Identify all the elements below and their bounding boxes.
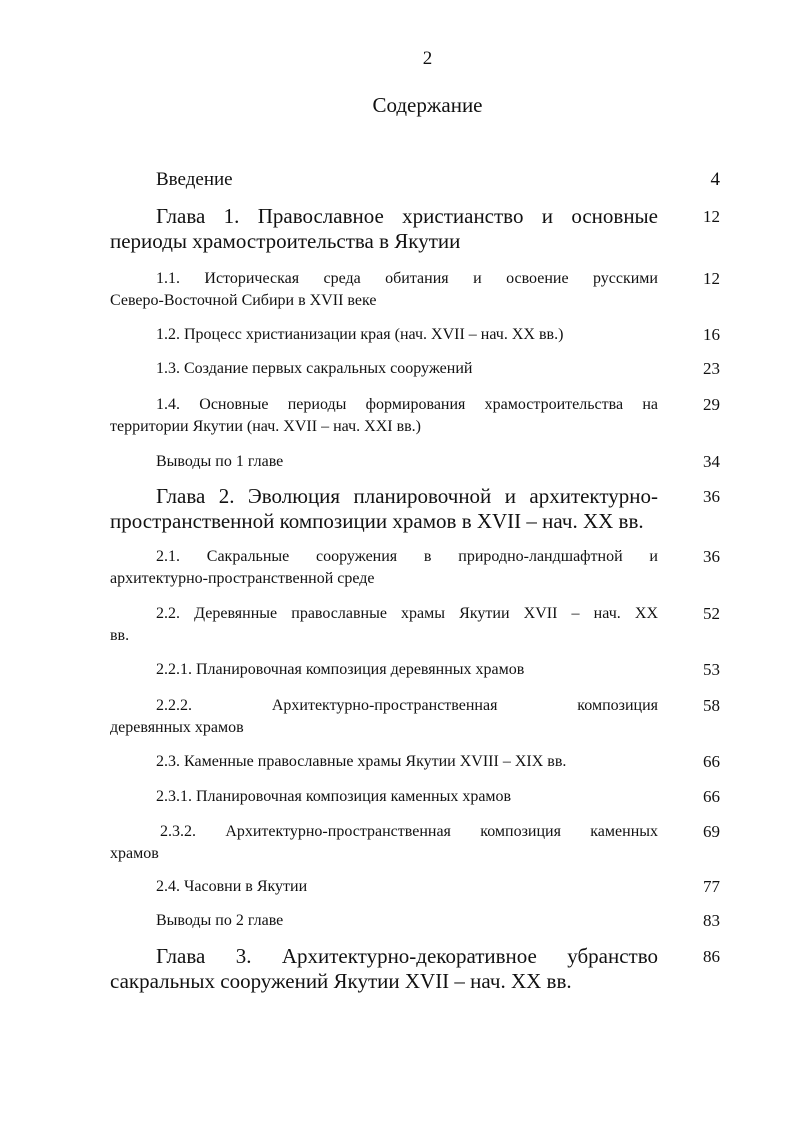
toc-entry-line-1: Глава 1. Православное христианство и основные <box>156 204 658 228</box>
toc-entry-line-2: Северо-Восточной Сибири в XVII веке <box>110 292 377 309</box>
toc-entry-line-2: деревянных храмов <box>110 719 244 736</box>
toc-entry-section-2-4[interactable] <box>110 876 720 898</box>
toc-entry-line-2: пространственной композиции храмов в XVII – нач. XX вв. <box>110 509 644 533</box>
toc-entry-text <box>110 546 658 590</box>
toc-entry-section-2-2-2[interactable] <box>110 695 720 739</box>
toc-entry-page: 86 <box>703 947 720 966</box>
toc-entry-text <box>110 204 658 254</box>
toc-entry-text: 1.3. Создание первых сакральных сооружений <box>156 360 473 377</box>
toc-entry-text: 2.3.1. Планировочная композиция каменных храмов <box>156 788 512 805</box>
toc-entry-page: 16 <box>703 325 720 344</box>
toc-entry-line-1: 2.3.2. Архитектурно-пространственная композиция каменных <box>160 823 658 840</box>
toc-entry-line-1: Глава 3. Архитектурно-декоративное убранство <box>156 944 658 968</box>
toc-entry-conclusions-1[interactable] <box>110 451 720 473</box>
toc-entry-line-1: Глава 2. Эволюция планировочной и архитектурно- <box>156 484 658 508</box>
toc-entry-page: 29 <box>703 395 720 414</box>
toc-entry-page: 52 <box>703 604 720 623</box>
toc-entry-introduction[interactable] <box>110 168 720 192</box>
toc-entry-page: 77 <box>703 877 720 896</box>
toc-entry-text: 2.4. Часовни в Якутии <box>156 878 308 895</box>
toc-entry-text: 1.2. Процесс христианизации края (нач. XVII – нач. XX вв.) <box>156 326 564 343</box>
toc-entry-section-2-2-1[interactable] <box>110 659 720 681</box>
toc-entry-page: 58 <box>703 696 720 715</box>
toc-entry-line-1: 1.4. Основные периоды формирования храмостроительства на <box>156 396 658 413</box>
toc-entry-section-1-4[interactable] <box>110 394 720 438</box>
toc-entry-page: 69 <box>703 822 720 841</box>
toc-entry-text <box>110 695 658 739</box>
toc-entry-page: 66 <box>703 787 720 806</box>
toc-entry-text <box>110 603 658 647</box>
toc-entry-page: 34 <box>703 452 720 471</box>
toc-entry-line-2: территории Якутии (нач. XVII – нач. XXI вв.) <box>110 418 422 435</box>
toc-entry-section-1-1[interactable] <box>110 268 720 312</box>
toc-entry-line-2: храмов <box>110 845 159 862</box>
toc-entry-text <box>110 268 658 312</box>
toc-entry-section-1-3[interactable] <box>110 358 720 380</box>
toc-entry-text: 2.2.1. Планировочная композиция деревянных храмов <box>156 661 525 678</box>
toc-entry-page: 36 <box>703 547 720 566</box>
toc-entry-line-2: сакральных сооружений Якутии XVII – нач. XX вв. <box>110 969 572 993</box>
toc-entry-text: Выводы по 1 главе <box>156 453 284 470</box>
toc-entry-section-2-3[interactable] <box>110 751 720 773</box>
toc-entry-line-2: вв. <box>110 627 130 644</box>
toc-entry-conclusions-2[interactable] <box>110 910 720 932</box>
toc-entry-section-2-2[interactable] <box>110 603 720 647</box>
toc-entry-chapter-1[interactable] <box>110 204 720 254</box>
toc-entry-text: 2.3. Каменные православные храмы Якутии XVIII – XIX вв. <box>156 753 567 770</box>
toc-entry-chapter-2[interactable] <box>110 484 720 534</box>
toc-entry-text: Выводы по 2 главе <box>156 912 284 929</box>
toc-entry-section-2-1[interactable] <box>110 546 720 590</box>
toc-entry-section-2-3-1[interactable] <box>110 786 720 808</box>
toc-entry-page: 66 <box>703 752 720 771</box>
toc-entry-page: 36 <box>703 487 720 506</box>
toc-entry-text <box>110 394 658 438</box>
toc-entry-line-2: периоды храмостроительства в Якутии <box>110 229 461 253</box>
toc-entry-line-1: 2.1. Сакральные сооружения в природно-ландшафтной и <box>156 548 658 565</box>
toc-entry-section-1-2[interactable] <box>110 324 720 346</box>
toc-entry-text <box>110 484 658 534</box>
toc-entry-line-2: архитектурно-пространственной среде <box>110 570 375 587</box>
toc-entry-section-2-3-2[interactable] <box>110 821 720 865</box>
toc-entry-page: 53 <box>703 660 720 679</box>
toc-title: Содержание <box>372 93 483 117</box>
toc-entry-text <box>110 821 658 865</box>
toc-entry-text: Введение <box>156 169 233 190</box>
toc-entry-page: 23 <box>703 359 720 378</box>
page-number: 2 <box>422 48 433 69</box>
toc-entry-chapter-3[interactable] <box>110 944 720 994</box>
toc-entry-line-1: 1.1. Историческая среда обитания и освоение русскими <box>156 270 658 287</box>
toc-entry-page: 83 <box>703 911 720 930</box>
toc-entry-line-1: 2.2.2. Архитектурно-пространственная композиция <box>156 697 658 714</box>
toc-entry-line-1: 2.2. Деревянные православные храмы Якутии XVII – нач. XX <box>156 605 658 622</box>
toc-entry-text <box>110 944 658 994</box>
toc-entry-page: 12 <box>703 269 720 288</box>
toc-entry-page: 12 <box>703 207 720 226</box>
toc-entry-page: 4 <box>710 169 720 190</box>
